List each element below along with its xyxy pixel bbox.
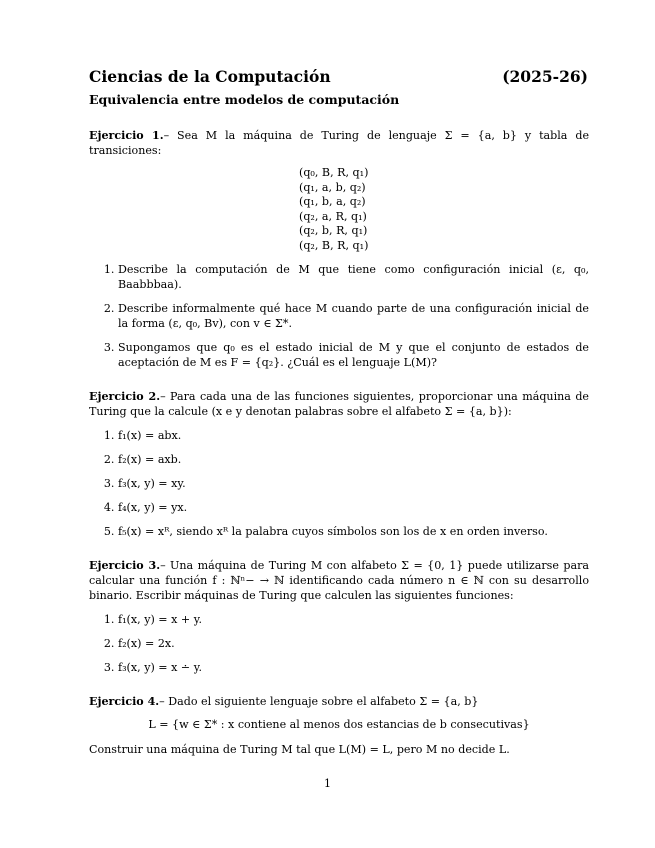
- list-item: 1. f₁(x, y) = x + y.: [118, 612, 589, 627]
- document-body: [89, 128, 589, 757]
- exercise-4-closing: Construir una máquina de Turing M tal que L(M) = L, pero M no decide L.: [89, 743, 510, 756]
- language-definition: L = {w ∈ Σ* : x contiene al menos dos estancias de b consecutivas}: [148, 718, 530, 731]
- transition-row: (q₂, b, R, q₁): [299, 224, 368, 237]
- exercise-3-text: – Una máquina de Turing M con alfabeto Σ = {0, 1} puede utilizarse para calcular una función f : ℕⁿ− → ℕ identificando cada número n ∈ ℕ con su desarrollo binario. Escribir máquinas de Turing que calculen las siguientes funciones:: [89, 559, 589, 602]
- transition-table: [259, 166, 419, 253]
- exercise-2-text: – Para cada una de las funciones siguientes, proporcionar una máquina de Turing que la calcule (x e y denotan palabras sobre el alfabeto Σ = {a, b}):: [89, 390, 589, 418]
- document-subtitle: Equivalencia entre modelos de computación: [89, 92, 400, 107]
- transition-row: (q₁, a, b, q₂): [299, 180, 366, 194]
- exercise-1-intro: [89, 128, 589, 158]
- list-item: 1. f₁(x) = abx.: [118, 428, 589, 443]
- exercise-2-list: [89, 428, 589, 539]
- transition-row: (q₁, b, a, q₂): [299, 195, 366, 208]
- exercise-3-intro: [89, 558, 589, 603]
- exercise-4-text: – Dado el siguiente lenguaje sobre el alfabeto Σ = {a, b}: [159, 695, 479, 708]
- list-item: 3. f₃(x, y) = x ∸ y.: [118, 660, 589, 675]
- list-item: 2. f₂(x) = axb.: [118, 452, 589, 467]
- list-item: 2. Describe informalmente qué hace M cuando parte de una configuración inicial de la forma (ε, q₀, Bv), con v ∈ Σ*.: [118, 301, 589, 331]
- exercise-2-intro: [89, 389, 589, 419]
- list-item: 3. f₃(x, y) = xy.: [118, 476, 589, 491]
- list-item: 5. f₅(x) = xᴿ, siendo xᴿ la palabra cuyos símbolos son los de x en orden inverso.: [118, 524, 589, 539]
- list-item: 1. Describe la computación de M que tiene como configuración inicial (ε, q₀, Baabbbaa).: [118, 262, 589, 292]
- list-item: 4. f₄(x, y) = yx.: [118, 500, 589, 515]
- course-title: Ciencias de la Computación: [89, 67, 331, 86]
- exercise-3-label: Ejercicio 3.: [89, 559, 161, 572]
- exercise-1-text: – Sea M la máquina de Turing de lenguaje Σ = {a, b} y tabla de transiciones:: [89, 129, 590, 157]
- course-year: (2025-26): [502, 67, 588, 86]
- list-item: 3. Supongamos que q₀ es el estado inicial de M y que el conjunto de estados de aceptación de M es F = {q₂}. ¿Cuál es el lenguaje L(M)?: [118, 340, 589, 370]
- page-number: 1: [324, 777, 331, 790]
- transition-row: (q₂, B, R, q₁): [299, 238, 369, 252]
- exercise-2-label: Ejercicio 2.: [89, 390, 161, 403]
- list-item: 2. f₂(x) = 2x.: [118, 636, 589, 651]
- transition-row: (q₂, a, R, q₁): [299, 209, 367, 223]
- exercise-3-list: [89, 612, 589, 675]
- exercise-1-label: Ejercicio 1.: [89, 129, 164, 142]
- transition-row: (q₀, B, R, q₁): [299, 166, 369, 179]
- exercise-4-label: Ejercicio 4.: [89, 695, 160, 708]
- page-header: [89, 67, 588, 107]
- exercise-1-list: [89, 262, 589, 370]
- exercise-4-intro: [89, 694, 589, 709]
